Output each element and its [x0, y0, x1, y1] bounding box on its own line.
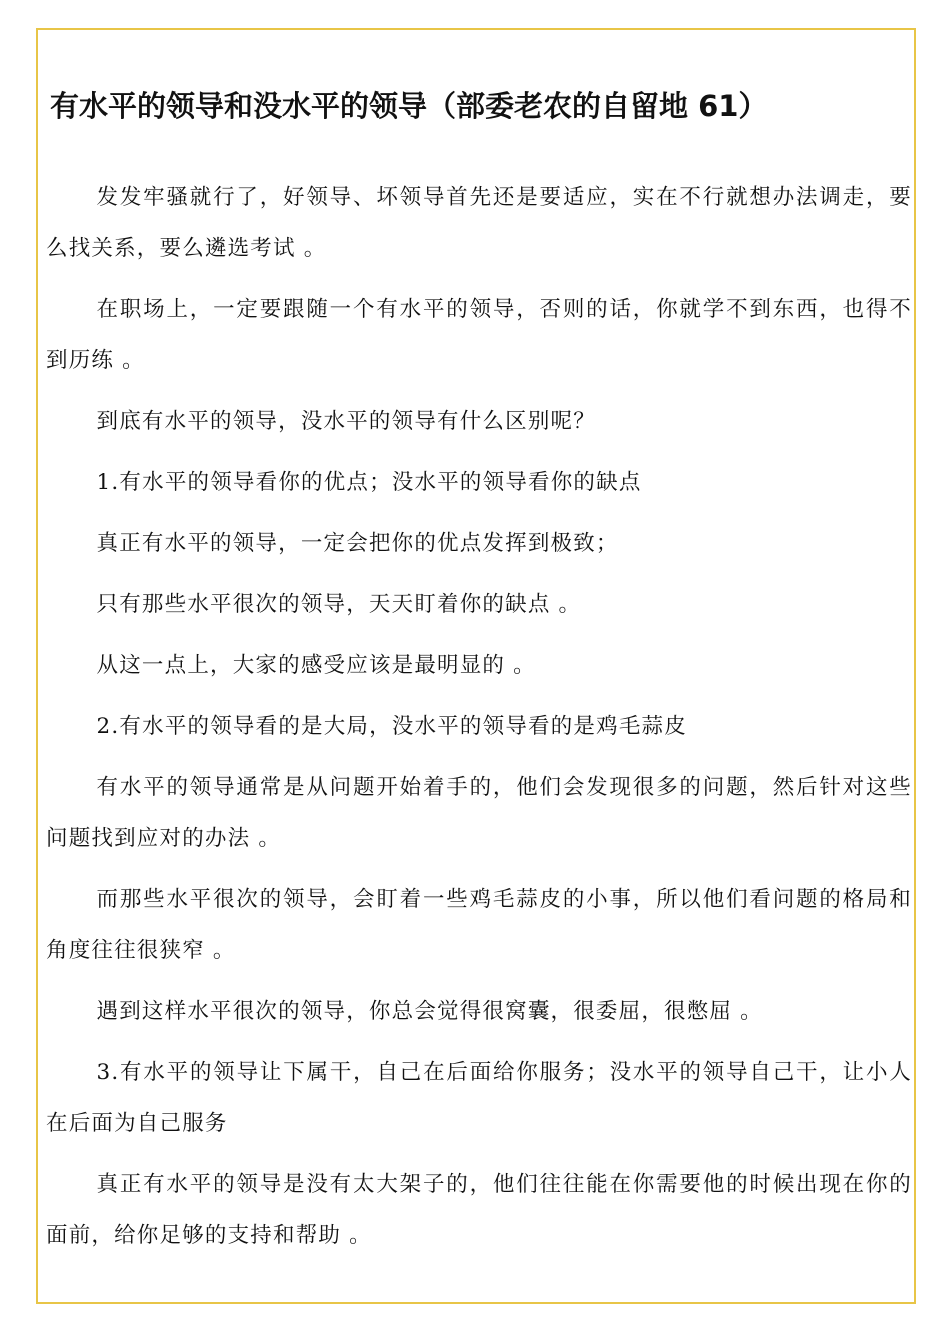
paragraph: 在职场上，一定要跟随一个有水平的领导，否则的话，你就学不到东西，也得不到历练 。 [46, 297, 912, 373]
document-title: 有水平的领导和没水平的领导（部委老农的自留地 61） [50, 89, 768, 123]
paragraph: 真正有水平的领导，一定会把你的优点发挥到极致； [96, 531, 619, 556]
paragraph: 而那些水平很次的领导，会盯着一些鸡毛蒜皮的小事，所以他们看问题的格局和角度往往很狭窄 。 [46, 887, 912, 963]
paragraph: 遇到这样水平很次的领导，你总会觉得很窝囊，很委屈，很憋屈 。 [96, 999, 763, 1024]
paragraph: 有水平的领导通常是从问题开始着手的，他们会发现很多的问题，然后针对这些问题找到应对的办法 。 [46, 775, 912, 851]
paragraph: 发发牢骚就行了，好领导、坏领导首先还是要适应，实在不行就想办法调走，要么找关系，要么遴选考试 。 [46, 185, 912, 261]
document-body [46, 172, 912, 1271]
paragraph: 从这一点上，大家的感受应该是最明显的 。 [96, 653, 536, 678]
section-heading: 1.有水平的领导看你的优点；没水平的领导看你的缺点 [96, 470, 642, 495]
section-heading: 2.有水平的领导看的是大局，没水平的领导看的是鸡毛蒜皮 [96, 714, 687, 739]
paragraph: 只有那些水平很次的领导，天天盯着你的缺点 。 [96, 592, 582, 617]
paragraph: 真正有水平的领导是没有太大架子的，他们往往能在你需要他的时候出现在你的面前，给你足够的支持和帮助 。 [46, 1172, 912, 1248]
paragraph: 到底有水平的领导，没水平的领导有什么区别呢？ [96, 409, 596, 434]
section-heading: 3.有水平的领导让下属干，自己在后面给你服务；没水平的领导自己干，让小人在后面为自己服务 [46, 1060, 912, 1136]
